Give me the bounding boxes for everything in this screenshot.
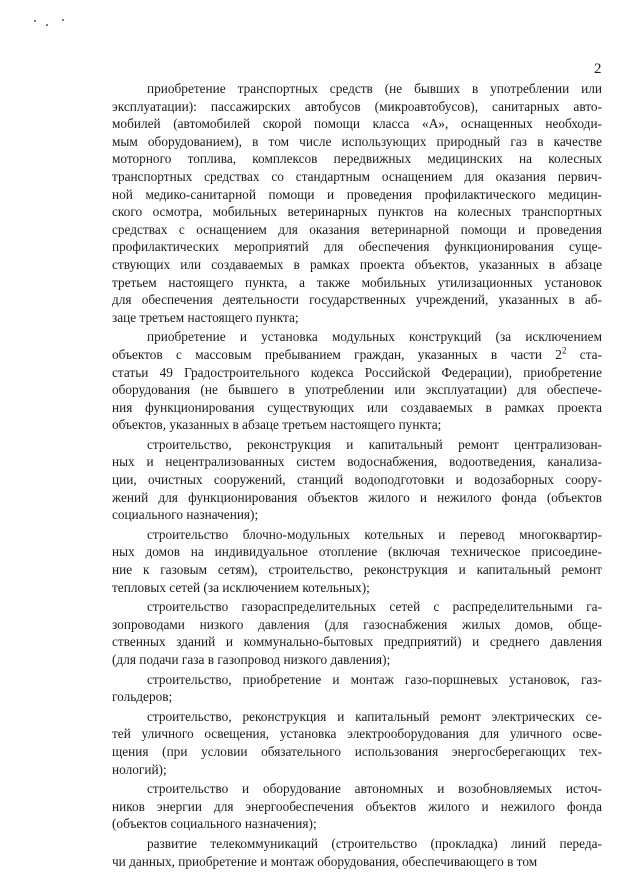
- text-line: приобретение транспортных средств (не бывших в употреблении или: [147, 81, 602, 96]
- text-line: ского осмотра, мобильных ветеринарных пунктов на колесных транспортных: [112, 204, 602, 220]
- text-line: строительство, реконструкция и капитальный ремонт централизован-: [147, 436, 602, 452]
- text-line: ние к газовым сетям), строительство, реконструкция и капитальный ремонт: [112, 562, 602, 578]
- scan-speck: [62, 19, 64, 21]
- text-line: ной медико-санитарной помощи и проведения профилактического медицин-: [112, 186, 602, 202]
- text-line: ния функционирования существующих или создаваемых в рамках проекта: [112, 399, 602, 415]
- text-line: строительство и оборудование автономных и возобновляемых источ-: [147, 781, 602, 797]
- paragraph: [112, 436, 602, 524]
- text-line: развитие телекоммуникаций (строительство (прокладка) линий переда-: [147, 835, 602, 851]
- text-line: моторного топлива, комплексов передвижных медицинских на колесных: [112, 151, 602, 167]
- text-line: тепловых сетей (за исключением котельных);: [112, 579, 370, 595]
- paragraph: [112, 526, 602, 596]
- paragraph: [112, 328, 602, 434]
- page-number: 2: [594, 61, 602, 77]
- paragraph: [112, 708, 602, 778]
- text-line: ников энергии для энергообеспечения объектов жилого и нежилого фонда: [112, 798, 602, 814]
- text-line: (для подачи газа в газопровод низкого давления);: [112, 652, 391, 667]
- text-line: заце третьем настоящего пункта;: [112, 309, 299, 325]
- text-line: строительство блочно-модульных котельных и перевод многоквартир-: [147, 526, 602, 542]
- text-line: профилактических мероприятий для обеспечения функционирования суще-: [112, 239, 602, 255]
- text-line: зопроводами низкого давления (для газоснабжения жилых домов, обще-: [112, 616, 602, 632]
- paragraph: [112, 835, 602, 870]
- text-line: ных домов на индивидуальное отопление (включая техническое присоедине-: [112, 544, 602, 560]
- text-line: (объектов социального назначения);: [112, 816, 317, 832]
- text-line: строительство, приобретение и монтаж газо-поршневых установок, газ-: [147, 671, 602, 687]
- text-line: нологий);: [112, 761, 167, 777]
- text-line: средствах с оснащением для оказания ветеринарной помощи и проведения: [112, 221, 602, 237]
- text-line: объектов с массовым пребыванием граждан, указанных в части $2^2$ ста-: [112, 345, 602, 362]
- text-line: ции, очистных сооружений, станций водоподготовки и водозаборных соору-: [112, 472, 602, 488]
- paragraph: [112, 671, 602, 706]
- text-line: оборудования (не бывшего в употреблении или эксплуатации) для обеспече-: [112, 382, 602, 398]
- document-body: [112, 80, 602, 872]
- text-line: транспортных средствах со стандартным оснащением для оказания первич-: [112, 168, 602, 184]
- text-line: строительство, реконструкция и капитальный ремонт электрических се-: [147, 708, 602, 724]
- text-line: тей уличного освещения, установка электрооборудования для уличного осве-: [112, 726, 602, 742]
- text-line: третьем настоящего пункта, а также мобильных утилизационных установок: [112, 274, 602, 290]
- text-line: приобретение и установка модульных конструкций (за исключением: [147, 329, 602, 345]
- text-line: ных и нецентрализованных систем водоснабжения, водоотведения, канализа-: [112, 454, 602, 470]
- text-line: эксплуатации): пассажирских автобусов (микроавтобусов), санитарных авто-: [112, 98, 602, 114]
- text-line: ствующих или создаваемых в рамках проекта объектов, указанных в абзаце: [112, 256, 602, 272]
- text-line: для обеспечения деятельности государственных учреждений, указанных в аб-: [112, 292, 602, 308]
- scan-speck: [34, 20, 36, 22]
- text-line: жений для функционирования объектов жилого и нежилого фонда (объектов: [112, 489, 602, 505]
- text-line: мобилей (автомобилей скорой помощи класса «А», оснащенных необходи-: [112, 116, 602, 132]
- scan-speck: [46, 24, 48, 26]
- text-line: чи данных, приобретение и монтаж оборудования, обеспечивающего в том: [112, 853, 538, 869]
- line-tail: ста-: [566, 346, 602, 362]
- paragraph: [112, 80, 602, 326]
- text-line: статьи 49 Градостроительного кодекса Российской Федерации), приобретение: [112, 364, 602, 380]
- text-line: мым оборудованием), в том числе использующих природный газ в качестве: [112, 133, 602, 149]
- paragraph: [112, 598, 602, 668]
- text-line: щения (при условии обязательного использования энергосберегающих тех-: [112, 743, 602, 759]
- text-line: объектов, указанных в абзаце третьем настоящего пункта;: [112, 417, 442, 433]
- superscript: 2: [561, 345, 567, 356]
- text-line: гольдеров;: [112, 689, 173, 705]
- text-line: строительство газораспределительных сетей с распределительными га-: [147, 599, 602, 615]
- text-line: ственных зданий и коммунально-бытовых предприятий) и среднего давления: [112, 634, 602, 650]
- text-line: социального назначения);: [112, 507, 259, 523]
- paragraph: [112, 780, 602, 833]
